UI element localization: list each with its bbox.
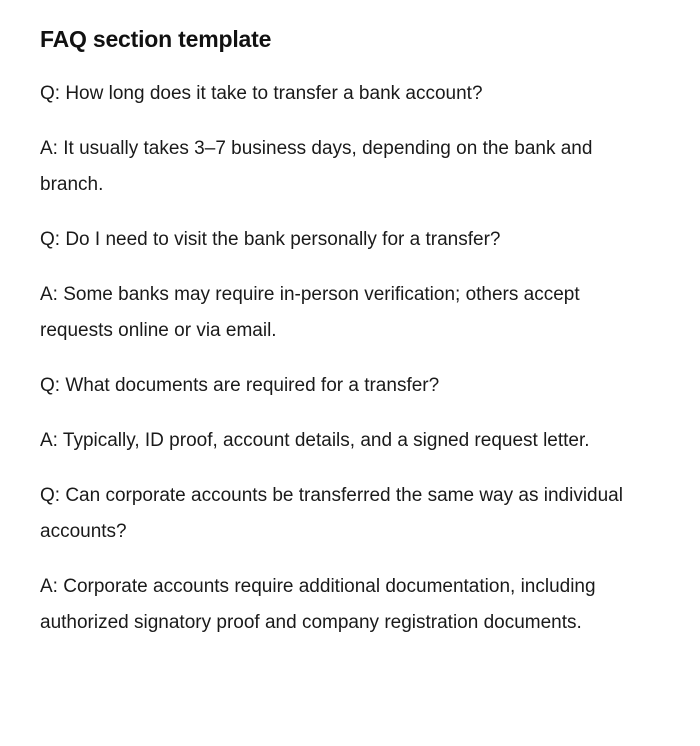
faq-list xyxy=(40,76,642,641)
faq-question: Q: How long does it take to transfer a bank account? xyxy=(40,83,483,104)
faq-entry xyxy=(40,76,642,203)
page-title: FAQ section template xyxy=(40,26,272,52)
faq-question: Q: Do I need to visit the bank personally for a transfer? xyxy=(40,229,501,250)
faq-entry xyxy=(40,368,642,459)
faq-answer: A: It usually takes 3–7 business days, depending on the bank and branch. xyxy=(40,138,593,195)
faq-question: Q: Can corporate accounts be transferred the same way as individual accounts? xyxy=(40,485,623,542)
faq-answer: A: Corporate accounts require additional documentation, including authorized signatory proof and company registration documents. xyxy=(40,576,596,633)
faq-entry xyxy=(40,478,642,641)
faq-question: Q: What documents are required for a transfer? xyxy=(40,375,440,396)
faq-answer: A: Typically, ID proof, account details, and a signed request letter. xyxy=(40,430,590,451)
faq-entry xyxy=(40,222,642,349)
faq-answer: A: Some banks may require in-person verification; others accept requests online or via email. xyxy=(40,284,580,341)
